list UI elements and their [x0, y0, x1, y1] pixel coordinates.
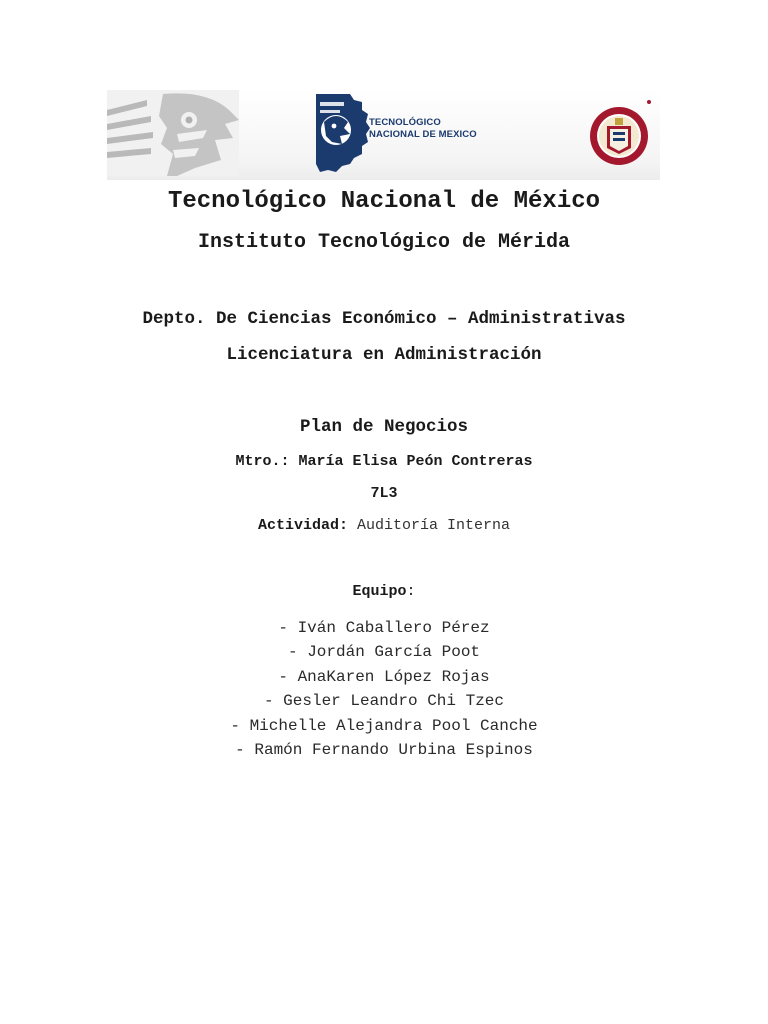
tecnm-logo-text-line1: TECNOLÓGICO: [369, 117, 441, 128]
teacher-line: [0, 453, 768, 470]
activity-label: Actividad:: [257, 517, 348, 534]
tecnm-gear-eagle-logo-icon: [310, 92, 370, 174]
list-item: - Gesler Leandro Chi Tzec: [263, 692, 505, 711]
list-item: - Michelle Alejandra Pool Canche: [230, 716, 538, 735]
list-item: - Ramón Fernando Urbina Espinos: [235, 741, 533, 760]
list-item: - Jordán García Poot: [287, 643, 481, 662]
team-list: [0, 616, 768, 762]
list-item: - Iván Caballero Pérez: [278, 619, 490, 637]
team-heading: [0, 583, 768, 600]
activity-value: Auditoría Interna: [357, 517, 511, 534]
header-banner: [107, 90, 660, 180]
tecnm-logo-text: [369, 117, 479, 141]
institute-name: Instituto Tecnológico de Mérida: [197, 231, 571, 254]
activity-line: [0, 517, 768, 534]
team-label-colon: :: [406, 583, 416, 600]
instituto-tecnologico-merida-seal-icon: [589, 96, 653, 170]
tecnm-logo-text-line2: NACIONAL DE MEXICO: [369, 129, 477, 140]
teacher-label: Mtro.:: [235, 453, 290, 470]
program-name: Licenciatura en Administración: [226, 345, 542, 365]
group-code: 7L3: [370, 485, 398, 502]
team-label: Equipo: [352, 583, 407, 600]
page-title: Tecnológico Nacional de México: [167, 188, 601, 215]
tecnm-stylized-eagle-logo-icon: [107, 90, 239, 176]
course-name: Plan de Negocios: [299, 417, 469, 437]
list-item: - AnaKaren López Rojas: [278, 667, 490, 686]
department-name: Depto. De Ciencias Económico – Administrativas: [142, 309, 626, 329]
teacher-name: María Elisa Peón Contreras: [298, 453, 533, 470]
